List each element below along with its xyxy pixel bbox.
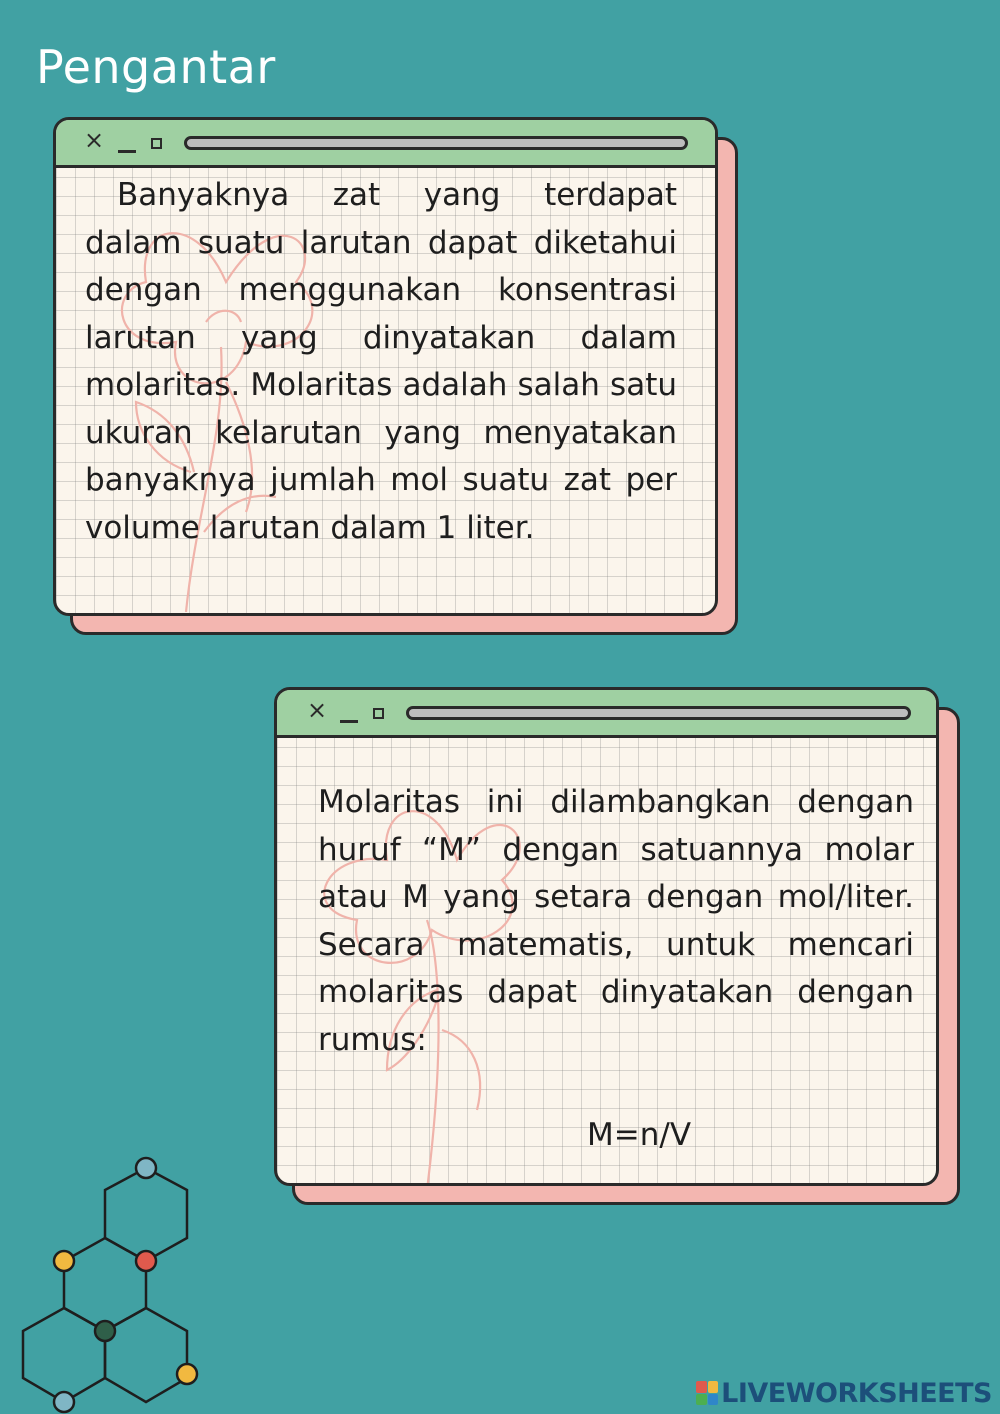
brand-icon <box>696 1381 718 1405</box>
text-window-1 <box>53 117 737 635</box>
minimize-icon[interactable] <box>118 150 136 153</box>
molecule-decoration <box>0 1140 230 1414</box>
close-icon[interactable]: × <box>84 126 105 154</box>
atom-node <box>54 1251 74 1271</box>
atom-node <box>54 1392 74 1412</box>
text-window-2 <box>274 687 959 1205</box>
atom-node <box>95 1321 115 1341</box>
formula: M=n/V <box>587 1117 692 1153</box>
liveworksheets-logo <box>696 1378 992 1408</box>
window-titlebar <box>56 120 715 168</box>
address-bar <box>184 136 688 150</box>
maximize-icon[interactable] <box>151 138 162 149</box>
window-panel <box>274 687 939 1186</box>
window-titlebar <box>277 690 936 738</box>
brand-name: LIVEWORKSHEETS <box>721 1377 992 1409</box>
maximize-icon[interactable] <box>373 708 384 719</box>
window-panel <box>53 117 718 616</box>
address-bar <box>406 706 911 720</box>
minimize-icon[interactable] <box>340 720 358 723</box>
close-icon[interactable]: × <box>307 696 328 724</box>
atom-node <box>177 1364 197 1384</box>
atom-node <box>136 1158 156 1178</box>
atom-node <box>136 1251 156 1271</box>
molarity-paragraph: Molaritas ini dilambangkan dengan huruf “M” dengan satuannya molar atau M yang setara dengan mol/liter. Secara matematis, untuk mencari molaritas dapat dinyatakan dengan rumus: <box>318 784 914 1058</box>
page-title: Pengantar <box>36 40 276 94</box>
intro-paragraph: Banyaknya zat yang terdapat dalam suatu larutan dapat diketahui dengan menggunakan konsentrasi larutan yang dinyatakan dalam molaritas. Molaritas adalah salah satu ukuran kelarutan yang menyatakan banyaknya jumlah mol suatu zat per volume larutan dalam 1 liter. <box>85 177 677 546</box>
